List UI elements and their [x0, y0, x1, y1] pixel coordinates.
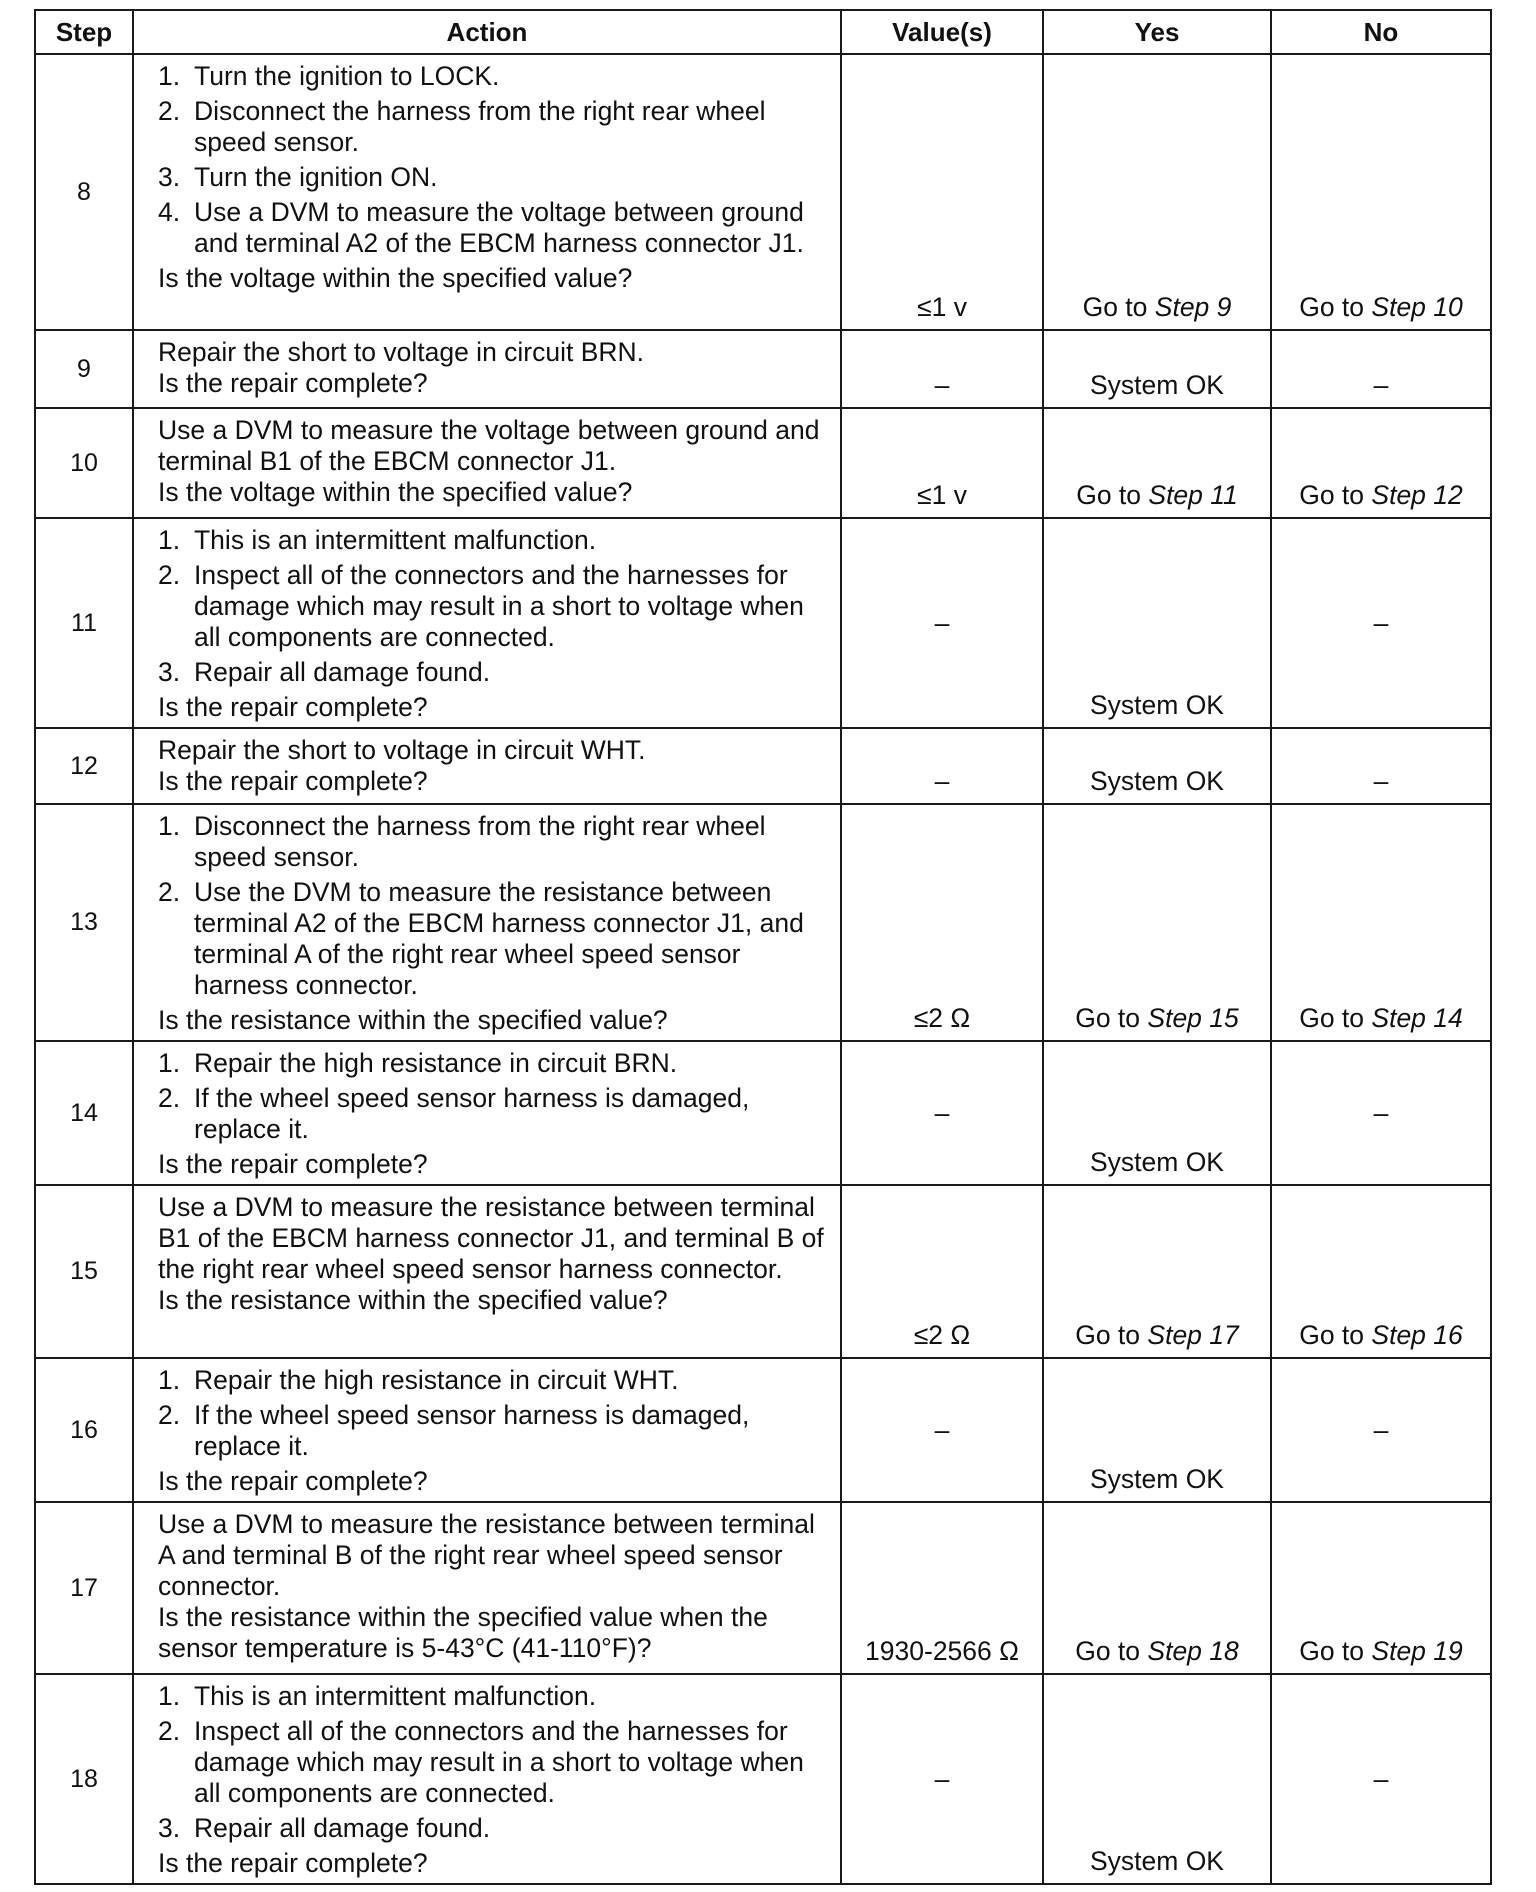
goto-prefix: Go to	[1076, 480, 1149, 510]
value-cell: –	[841, 728, 1043, 804]
goto-step-link: Step 16	[1371, 1320, 1463, 1350]
header-action: Action	[133, 10, 841, 54]
table-row	[35, 1185, 1491, 1358]
action-cell	[133, 54, 841, 330]
goto-step-link: Step 12	[1371, 480, 1463, 510]
table-row	[35, 728, 1491, 804]
no-cell: –	[1271, 518, 1491, 728]
goto-prefix: Go to	[1299, 292, 1372, 322]
no-cell: –	[1271, 330, 1491, 408]
yes-cell	[1043, 54, 1271, 330]
no-cell	[1271, 804, 1491, 1041]
action-question: Is the repair complete?	[158, 368, 428, 398]
list-item-text: Turn the ignition ON.	[194, 162, 438, 192]
action-list	[158, 61, 826, 259]
action-cell	[133, 1185, 841, 1358]
value-cell: –	[841, 1674, 1043, 1884]
no-cell: –	[1271, 728, 1491, 804]
action-list	[158, 811, 826, 1001]
action-list	[158, 1048, 826, 1145]
action-question: Is the voltage within the specified value?	[158, 263, 633, 293]
goto-step-link: Step 18	[1147, 1636, 1239, 1666]
table-row	[35, 1502, 1491, 1674]
list-item: 2. Use the DVM to measure the resistance between terminal A2 of the EBCM harness connector J1, and terminal A of the right rear wheel speed sensor harness connector.	[158, 877, 804, 1000]
action-cell	[133, 1674, 841, 1884]
step-number: 14	[35, 1041, 133, 1185]
no-cell	[1271, 1185, 1491, 1358]
list-item-text: Disconnect the harness from the right rear wheel speed sensor.	[194, 811, 766, 872]
list-item-text: Repair the high resistance in circuit BRN.	[194, 1048, 678, 1078]
action-text: Repair the short to voltage in circuit BRN.	[158, 337, 645, 367]
action-question: Is the resistance within the specified value?	[158, 1285, 668, 1315]
step-number: 17	[35, 1502, 133, 1674]
list-item-text: Use a DVM to measure the voltage between ground and terminal A2 of the EBCM harness connector J1.	[194, 197, 804, 258]
list-item: 2. Inspect all of the connectors and the harnesses for damage which may result in a short to voltage when all components are connected.	[158, 1716, 804, 1808]
table-row	[35, 804, 1491, 1041]
table-row	[35, 1674, 1491, 1884]
list-item-text: If the wheel speed sensor harness is damaged, replace it.	[194, 1083, 750, 1144]
step-number: 10	[35, 408, 133, 518]
value-cell: –	[841, 518, 1043, 728]
action-cell	[133, 1358, 841, 1502]
list-item: 1. This is an intermittent malfunction.	[158, 1681, 597, 1711]
goto-prefix: Go to	[1299, 1320, 1372, 1350]
action-text: Repair the short to voltage in circuit WHT.	[158, 735, 646, 765]
list-item: 1. Repair the high resistance in circuit WHT.	[158, 1365, 679, 1395]
list-item-text: Disconnect the harness from the right rear wheel speed sensor.	[194, 96, 766, 157]
action-question: Is the repair complete?	[158, 1149, 428, 1179]
action-cell	[133, 408, 841, 518]
list-item: 2. Inspect all of the connectors and the harnesses for damage which may result in a short to voltage when all components are connected.	[158, 560, 804, 652]
value-cell: ≤1 v	[841, 408, 1043, 518]
yes-cell: System OK	[1043, 518, 1271, 728]
yes-cell: System OK	[1043, 728, 1271, 804]
list-item: 2. If the wheel speed sensor harness is damaged, replace it.	[158, 1083, 750, 1144]
goto-prefix: Go to	[1075, 1636, 1148, 1666]
step-number: 16	[35, 1358, 133, 1502]
list-item: 3. Repair all damage found.	[158, 657, 491, 687]
action-cell	[133, 1041, 841, 1185]
list-item: 3. Turn the ignition ON.	[158, 162, 438, 192]
action-list	[158, 1365, 826, 1462]
list-item: 1. This is an intermittent malfunction.	[158, 525, 597, 555]
yes-cell	[1043, 1185, 1271, 1358]
no-cell: –	[1271, 1674, 1491, 1884]
list-item: 4. Use a DVM to measure the voltage between ground and terminal A2 of the EBCM harness connector J1.	[158, 197, 804, 258]
goto-prefix: Go to	[1075, 1003, 1148, 1033]
yes-cell	[1043, 1502, 1271, 1674]
yes-cell	[1043, 408, 1271, 518]
step-number: 18	[35, 1674, 133, 1884]
header-no: No	[1271, 10, 1491, 54]
action-question: Is the resistance within the specified value when the sensor temperature is 5-43°C (41-110°F)?	[158, 1602, 768, 1663]
action-question: Is the repair complete?	[158, 692, 428, 722]
value-cell: –	[841, 330, 1043, 408]
goto-step-link: Step 9	[1154, 292, 1232, 322]
goto-step-link: Step 10	[1371, 292, 1463, 322]
step-number: 9	[35, 330, 133, 408]
table-row	[35, 408, 1491, 518]
no-cell: –	[1271, 1358, 1491, 1502]
list-item-text: Inspect all of the connectors and the harnesses for damage which may result in a short to voltage when all components are connected.	[194, 560, 804, 652]
list-item-text: If the wheel speed sensor harness is damaged, replace it.	[194, 1400, 750, 1461]
goto-prefix: Go to	[1299, 480, 1372, 510]
action-list	[158, 525, 826, 688]
list-item-text: Turn the ignition to LOCK.	[194, 61, 500, 91]
table-row	[35, 54, 1491, 330]
goto-step-link: Step 15	[1147, 1003, 1239, 1033]
header-values: Value(s)	[841, 10, 1043, 54]
value-cell: ≤2 Ω	[841, 1185, 1043, 1358]
header-yes: Yes	[1043, 10, 1271, 54]
value-cell: –	[841, 1041, 1043, 1185]
action-text: Use a DVM to measure the resistance between terminal A and terminal B of the right rear wheel speed sensor connector.	[158, 1509, 815, 1601]
list-item: 1. Disconnect the harness from the right rear wheel speed sensor.	[158, 811, 766, 872]
goto-prefix: Go to	[1082, 292, 1155, 322]
table-row	[35, 330, 1491, 408]
value-cell: 1930-2566 Ω	[841, 1502, 1043, 1674]
action-question: Is the repair complete?	[158, 766, 428, 796]
list-item: 2. If the wheel speed sensor harness is damaged, replace it.	[158, 1400, 750, 1461]
header-step: Step	[35, 10, 133, 54]
no-cell	[1271, 408, 1491, 518]
goto-step-link: Step 14	[1371, 1003, 1463, 1033]
list-item: 1. Turn the ignition to LOCK.	[158, 61, 500, 91]
header-row	[35, 10, 1491, 54]
list-item-text: Repair all damage found.	[194, 1813, 491, 1843]
step-number: 11	[35, 518, 133, 728]
action-cell	[133, 728, 841, 804]
no-cell	[1271, 1502, 1491, 1674]
value-cell: ≤2 Ω	[841, 804, 1043, 1041]
action-text: Use a DVM to measure the resistance between terminal B1 of the EBCM harness connector J1, and terminal B of the right rear wheel speed sensor harness connector.	[158, 1192, 824, 1284]
action-question: Is the repair complete?	[158, 1466, 428, 1496]
value-cell: –	[841, 1358, 1043, 1502]
yes-cell	[1043, 804, 1271, 1041]
list-item-text: This is an intermittent malfunction.	[194, 1681, 597, 1711]
step-number: 12	[35, 728, 133, 804]
action-list	[158, 1681, 826, 1844]
list-item: 2. Disconnect the harness from the right rear wheel speed sensor.	[158, 96, 766, 157]
yes-cell: System OK	[1043, 1041, 1271, 1185]
list-item-text: Repair the high resistance in circuit WHT.	[194, 1365, 679, 1395]
action-question: Is the repair complete?	[158, 1848, 428, 1878]
list-item-text: Use the DVM to measure the resistance between terminal A2 of the EBCM harness connector J1, and terminal A of the right rear wheel speed sensor harness connector.	[194, 877, 804, 1000]
list-item: 3. Repair all damage found.	[158, 1813, 491, 1843]
yes-cell: System OK	[1043, 330, 1271, 408]
step-number: 8	[35, 54, 133, 330]
list-item-text: This is an intermittent malfunction.	[194, 525, 597, 555]
action-cell	[133, 330, 841, 408]
action-cell	[133, 518, 841, 728]
list-item-text: Inspect all of the connectors and the harnesses for damage which may result in a short to voltage when all components are connected.	[194, 1716, 804, 1808]
action-question: Is the resistance within the specified value?	[158, 1005, 668, 1035]
yes-cell: System OK	[1043, 1358, 1271, 1502]
yes-cell: System OK	[1043, 1674, 1271, 1884]
no-cell: –	[1271, 1041, 1491, 1185]
diagnostic-table	[34, 9, 1492, 1885]
table-row	[35, 518, 1491, 728]
table-row	[35, 1358, 1491, 1502]
table-row	[35, 1041, 1491, 1185]
step-number: 13	[35, 804, 133, 1041]
list-item-text: Repair all damage found.	[194, 657, 491, 687]
goto-prefix: Go to	[1299, 1003, 1372, 1033]
action-cell	[133, 1502, 841, 1674]
action-cell	[133, 804, 841, 1041]
step-number: 15	[35, 1185, 133, 1358]
action-question: Is the voltage within the specified value?	[158, 477, 633, 507]
action-text: Use a DVM to measure the voltage between ground and terminal B1 of the EBCM connector J1.	[158, 415, 820, 476]
no-cell	[1271, 54, 1491, 330]
value-cell: ≤1 v	[841, 54, 1043, 330]
goto-prefix: Go to	[1075, 1320, 1148, 1350]
goto-step-link: Step 17	[1147, 1320, 1239, 1350]
goto-prefix: Go to	[1299, 1636, 1372, 1666]
goto-step-link: Step 11	[1148, 480, 1238, 510]
goto-step-link: Step 19	[1371, 1636, 1463, 1666]
list-item: 1. Repair the high resistance in circuit BRN.	[158, 1048, 678, 1078]
